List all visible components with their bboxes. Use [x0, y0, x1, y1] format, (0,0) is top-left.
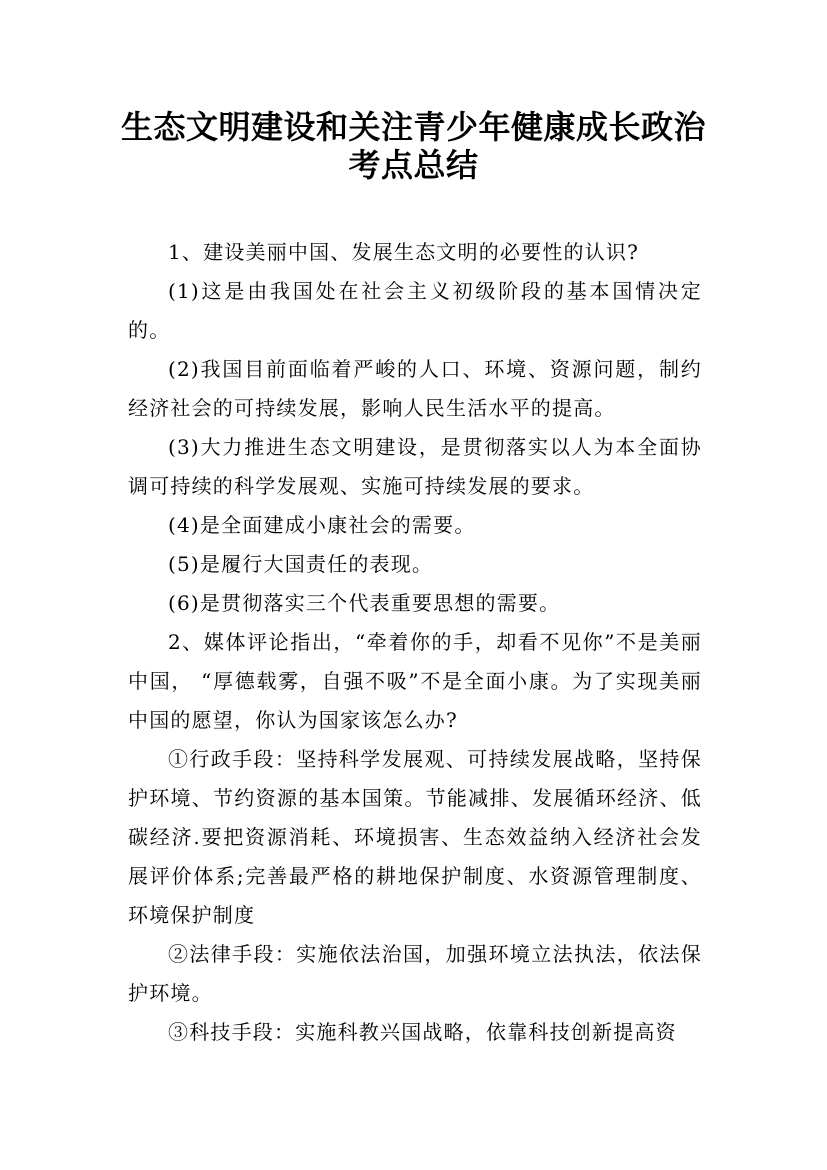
- paragraph: (2)我国目前面临着严峻的人口、环境、资源问题，制约经济社会的可持续发展，影响人民生活水平的提高。: [128, 357, 702, 420]
- paragraph: ①行政手段：坚持科学发展观、可持续发展战略，坚持保护环境、节约资源的基本国策。节能减排、发展循环经济、低碳经济.要把资源消耗、环境损害、生态效益纳入经济社会发展评价体系;完善最严格的耕地保护制度、水资源管理制度、环境保护制度: [128, 747, 702, 927]
- paragraph: (4)是全面建成小康社会的需要。: [168, 513, 476, 537]
- paragraph: (6)是贯彻落实三个代表重要思想的需要。: [168, 591, 561, 615]
- paragraph: ②法律手段：实施依法治国，加强环境立法执法，依法保护环境。: [128, 942, 702, 1005]
- document-body: [128, 233, 702, 1052]
- paragraph: (1)这是由我国处在社会主义初级阶段的基本国情决定的。: [128, 279, 702, 342]
- question-2-heading: 2、媒体评论指出，“牵着你的手，却看不见你”不是美丽中国， “厚德载雾，自强不吸”不是全面小康。为了实现美丽中国的愿望，你认为国家该怎么办?: [128, 630, 702, 732]
- page-title-line-2: 考点总结: [348, 146, 479, 184]
- paragraph: (5)是履行大国责任的表现。: [168, 552, 434, 576]
- paragraph: ③科技手段：实施科教兴国战略，依靠科技创新提高资: [168, 1020, 677, 1044]
- page-title-line-1: 生态文明建设和关注青少年健康成长政治: [120, 108, 706, 146]
- question-1-heading: 1、建设美丽中国、发展生态文明的必要性的认识?: [168, 240, 640, 264]
- paragraph: (3)大力推进生态文明建设，是贯彻落实以人为本全面协调可持续的科学发展观、实施可持续发展的要求。: [128, 435, 702, 498]
